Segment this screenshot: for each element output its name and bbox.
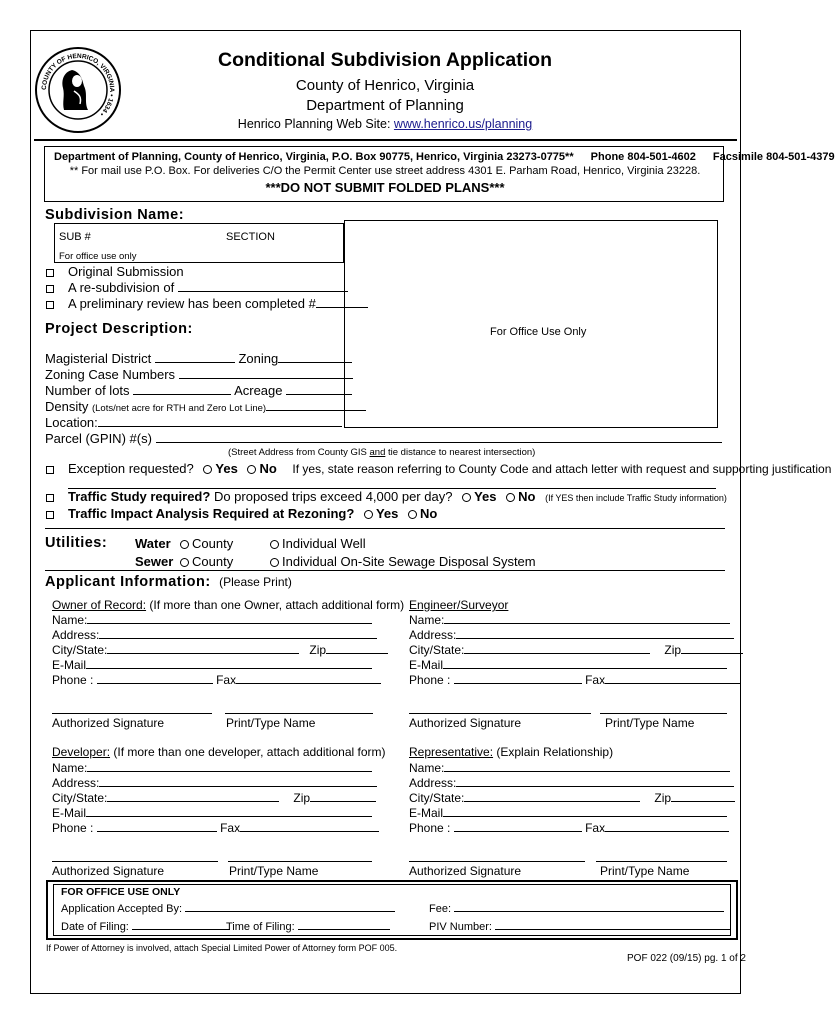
rep-sig-line[interactable] bbox=[409, 861, 585, 862]
zoning-cases-field[interactable] bbox=[179, 367, 353, 379]
option-prelim bbox=[46, 296, 368, 311]
engineer-sig-line[interactable] bbox=[409, 713, 591, 714]
rep-title bbox=[409, 745, 613, 759]
developer-email-field[interactable] bbox=[86, 805, 372, 817]
developer-print-line[interactable] bbox=[228, 861, 372, 862]
office-use-note: For office use only bbox=[59, 251, 137, 262]
rep-phone-row bbox=[409, 820, 729, 835]
owner-fax-field[interactable] bbox=[236, 672, 381, 684]
lots-row bbox=[45, 383, 352, 398]
please-print: (Please Print) bbox=[219, 575, 292, 589]
radio-exception-no[interactable] bbox=[247, 465, 256, 474]
section-label: SECTION bbox=[226, 231, 275, 243]
rep-city-field[interactable] bbox=[464, 790, 640, 802]
developer-note: (If more than one developer, attach additional form) bbox=[110, 745, 386, 759]
developer-fax-label: Fax bbox=[220, 821, 241, 835]
time-filing-row bbox=[226, 918, 390, 933]
rep-print-label: Print/Type Name bbox=[600, 864, 690, 878]
engineer-address-field[interactable] bbox=[456, 627, 734, 639]
well-option bbox=[264, 536, 366, 551]
option-resub bbox=[46, 280, 348, 295]
density-label: Density bbox=[45, 399, 89, 414]
accepted-row bbox=[61, 900, 395, 915]
street-note bbox=[228, 447, 535, 458]
rep-address-row bbox=[409, 775, 734, 790]
rep-fax-label: Fax bbox=[585, 821, 606, 835]
developer-print-label: Print/Type Name bbox=[229, 864, 319, 878]
option-original-label: Original Submission bbox=[68, 264, 184, 279]
checkbox-traffic[interactable] bbox=[46, 494, 54, 502]
county-name: County of Henrico, Virginia bbox=[295, 77, 475, 94]
option-resub-label: A re-subdivision of bbox=[68, 280, 175, 295]
date-filing-label: Date of Filing: bbox=[61, 921, 129, 933]
tia-row bbox=[46, 506, 437, 521]
applicant-heading: Applicant Information bbox=[45, 574, 206, 590]
tia-no-label: No bbox=[419, 506, 438, 521]
radio-tia-yes[interactable] bbox=[364, 510, 373, 519]
zoning-label: Zoning bbox=[238, 351, 279, 366]
rep-address-label: Address: bbox=[409, 776, 457, 790]
fee-row bbox=[429, 900, 724, 915]
engineer-fax-field[interactable] bbox=[605, 672, 740, 684]
owner-print-line[interactable] bbox=[225, 713, 373, 714]
developer-name-label: Name: bbox=[52, 761, 88, 775]
developer-zip-field[interactable] bbox=[310, 790, 376, 802]
rep-sig-label: Authorized Signature bbox=[409, 864, 522, 878]
poa-note: If Power of Attorney is involved, attach Special Limited Power of Attorney form POF 005. bbox=[46, 943, 398, 953]
street-note-and: and bbox=[369, 447, 386, 458]
location-label: Location: bbox=[45, 415, 98, 430]
developer-city-row bbox=[52, 790, 376, 805]
owner-address-field[interactable] bbox=[99, 627, 377, 639]
utilities-divider bbox=[45, 528, 725, 529]
engineer-print-label: Print/Type Name bbox=[605, 716, 695, 730]
header-divider bbox=[34, 139, 737, 141]
radio-water-county[interactable] bbox=[180, 540, 189, 549]
rep-name-field[interactable] bbox=[444, 760, 730, 772]
exception-row bbox=[46, 461, 831, 476]
magisterial-row bbox=[45, 351, 352, 366]
rep-email-row bbox=[409, 805, 727, 820]
address-text: Department of Planning, County of Henrico, Virginia, P.O. Box 90775, Henrico, Virginia 23273-0775** bbox=[54, 151, 574, 163]
sub-number-label: SUB # bbox=[59, 231, 91, 243]
piv-row bbox=[429, 918, 731, 933]
rep-email-label: E-Mail bbox=[409, 806, 444, 820]
density-row bbox=[45, 399, 366, 414]
owner-address-label: Address: bbox=[52, 628, 100, 642]
traffic-row bbox=[46, 489, 727, 504]
parcel-field[interactable] bbox=[156, 431, 722, 443]
accepted-label: Application Accepted By: bbox=[61, 903, 183, 915]
applicant-heading-row: Applicant Information: (Please Print) bbox=[45, 574, 292, 590]
date-filing-field[interactable] bbox=[132, 918, 230, 930]
owner-zip-label: Zip bbox=[309, 643, 327, 657]
parcel-label: Parcel (GPIN) #(s) bbox=[45, 431, 152, 446]
fee-label: Fee: bbox=[429, 903, 452, 915]
engineer-title: Engineer/Surveyor bbox=[409, 598, 509, 612]
acreage-label: Acreage bbox=[234, 383, 283, 398]
developer-phone-row bbox=[52, 820, 379, 835]
checkbox-original[interactable] bbox=[46, 269, 54, 277]
street-note-b: tie distance to nearest intersection) bbox=[385, 447, 536, 458]
fee-field[interactable] bbox=[454, 900, 724, 912]
developer-city-field[interactable] bbox=[107, 790, 279, 802]
rep-print-line[interactable] bbox=[596, 861, 727, 862]
tia-yes-label: Yes bbox=[375, 506, 399, 521]
developer-title bbox=[52, 745, 386, 759]
owner-email-field[interactable] bbox=[86, 657, 372, 669]
folded-plans-warning: ***DO NOT SUBMIT FOLDED PLANS*** bbox=[265, 180, 505, 195]
page-title: Conditional Subdivision Application bbox=[217, 49, 552, 71]
option-prelim-label: A preliminary review has been completed # bbox=[68, 296, 316, 311]
developer-zip-label: Zip bbox=[293, 791, 311, 805]
developer-name-field[interactable] bbox=[87, 760, 372, 772]
developer-address-row bbox=[52, 775, 377, 790]
developer-email-label: E-Mail bbox=[52, 806, 87, 820]
engineer-address-label: Address: bbox=[409, 628, 457, 642]
owner-name-row bbox=[52, 612, 372, 627]
traffic-label: Traffic Study required? bbox=[68, 489, 211, 504]
rep-name-row bbox=[409, 760, 730, 775]
owner-fax-label: Fax bbox=[216, 673, 237, 687]
checkbox-tia[interactable] bbox=[46, 511, 54, 519]
owner-address-row bbox=[52, 627, 377, 642]
owner-city-label: City/State: bbox=[52, 643, 108, 657]
engineer-name-label: Name: bbox=[409, 613, 445, 627]
office-use-label: For Office Use Only bbox=[490, 326, 587, 338]
owner-title-label: Owner of Record: bbox=[52, 598, 147, 612]
checkbox-exception[interactable] bbox=[46, 466, 54, 474]
rep-phone-label: Phone : bbox=[409, 821, 451, 835]
radio-septic[interactable] bbox=[270, 558, 279, 567]
zoning-cases-row bbox=[45, 367, 353, 382]
traffic-note: (If YES then include Traffic Study information) bbox=[545, 493, 727, 503]
owner-city-row bbox=[52, 642, 388, 657]
owner-sig-label: Authorized Signature bbox=[52, 716, 165, 730]
water-county-option bbox=[174, 536, 233, 551]
website-link[interactable]: www.henrico.us/planning bbox=[393, 117, 533, 131]
septic-label: Individual On-Site Sewage Disposal System bbox=[282, 554, 536, 569]
piv-label: PIV Number: bbox=[429, 921, 492, 933]
applicant-divider bbox=[45, 570, 725, 571]
owner-phone-label: Phone : bbox=[52, 673, 94, 687]
acreage-field[interactable] bbox=[286, 383, 352, 395]
website-label: Henrico Planning Web Site: bbox=[237, 117, 391, 131]
exception-yes-label: Yes bbox=[215, 461, 238, 476]
zoning-field[interactable] bbox=[278, 351, 352, 363]
location-field[interactable] bbox=[98, 415, 342, 427]
owner-title bbox=[52, 598, 404, 612]
developer-phone-label: Phone : bbox=[52, 821, 94, 835]
well-label: Individual Well bbox=[282, 536, 366, 551]
owner-name-field[interactable] bbox=[87, 612, 372, 624]
lots-label: Number of lots bbox=[45, 383, 130, 398]
office-heading: FOR OFFICE USE ONLY bbox=[61, 886, 181, 898]
developer-address-field[interactable] bbox=[99, 775, 377, 787]
svg-text:COUNTY OF HENRICO, VIRGINIA •: COUNTY OF HENRICO, VIRGINIA • 1634 • bbox=[40, 52, 116, 118]
time-filing-label: Time of Filing: bbox=[226, 921, 295, 933]
density-note: (Lots/net acre for RTH and Zero Lot Line) bbox=[91, 403, 267, 414]
website-line bbox=[0, 117, 770, 131]
utilities-heading: Utilities: bbox=[45, 535, 108, 551]
rep-zip-field[interactable] bbox=[671, 790, 735, 802]
sewer-label: Sewer bbox=[135, 554, 174, 569]
street-note-a: (Street Address from County GIS bbox=[228, 447, 370, 458]
owner-email-row bbox=[52, 657, 372, 672]
sewer-county-label: County bbox=[192, 554, 234, 569]
radio-well[interactable] bbox=[270, 540, 279, 549]
owner-sig-line[interactable] bbox=[52, 713, 212, 714]
engineer-zip-label: Zip bbox=[664, 643, 682, 657]
subdivision-heading: Subdivision Name: bbox=[45, 207, 185, 223]
piv-field[interactable] bbox=[495, 918, 731, 930]
engineer-sig-label: Authorized Signature bbox=[409, 716, 522, 730]
rep-fax-field[interactable] bbox=[605, 820, 729, 832]
engineer-phone-field[interactable] bbox=[454, 672, 582, 684]
prelim-field[interactable] bbox=[316, 296, 368, 308]
exception-label: Exception requested? bbox=[68, 461, 194, 476]
engineer-phone-label: Phone : bbox=[409, 673, 451, 687]
owner-print-label: Print/Type Name bbox=[226, 716, 316, 730]
fax-number: Facsimile 804-501-4379 bbox=[712, 151, 835, 163]
developer-address-label: Address: bbox=[52, 776, 100, 790]
water-county-label: County bbox=[192, 536, 234, 551]
traffic-yes-label: Yes bbox=[474, 489, 497, 504]
owner-name-label: Name: bbox=[52, 613, 88, 627]
owner-email-label: E-Mail bbox=[52, 658, 87, 672]
checkbox-prelim[interactable] bbox=[46, 301, 54, 309]
rep-city-label: City/State: bbox=[409, 791, 465, 805]
engineer-email-label: E-Mail bbox=[409, 658, 444, 672]
owner-note: (If more than one Owner, attach additional form) bbox=[146, 598, 405, 612]
rep-note: (Explain Relationship) bbox=[493, 745, 614, 759]
rep-name-label: Name: bbox=[409, 761, 445, 775]
department-name: Department of Planning bbox=[306, 97, 464, 114]
engineer-city-field[interactable] bbox=[464, 642, 650, 654]
radio-tia-no[interactable] bbox=[408, 510, 417, 519]
engineer-name-field[interactable] bbox=[444, 612, 730, 624]
density-field[interactable] bbox=[266, 399, 366, 411]
exception-note: If yes, state reason referring to County Code and attach letter with request and supporting justification bbox=[292, 462, 832, 476]
date-filing-row bbox=[61, 918, 230, 933]
owner-phone-field[interactable] bbox=[97, 672, 213, 684]
rep-email-field[interactable] bbox=[443, 805, 727, 817]
exception-no-label: No bbox=[259, 461, 277, 476]
developer-city-label: City/State: bbox=[52, 791, 108, 805]
form-id: POF 022 (09/15) pg. 1 of 2 bbox=[627, 953, 746, 964]
parcel-row bbox=[45, 431, 722, 446]
engineer-email-field[interactable] bbox=[443, 657, 727, 669]
radio-exception-yes[interactable] bbox=[203, 465, 212, 474]
engineer-fax-label: Fax bbox=[585, 673, 606, 687]
developer-email-row bbox=[52, 805, 372, 820]
option-original bbox=[46, 264, 184, 279]
time-filing-field[interactable] bbox=[298, 918, 390, 930]
engineer-city-label: City/State: bbox=[409, 643, 465, 657]
rep-title-label: Representative: bbox=[409, 745, 494, 759]
radio-traffic-no[interactable] bbox=[506, 493, 515, 502]
office-use-box bbox=[344, 220, 718, 428]
phone-number: Phone 804-501-4602 bbox=[590, 151, 696, 163]
radio-traffic-yes[interactable] bbox=[462, 493, 471, 502]
engineer-address-row bbox=[409, 627, 734, 642]
developer-title-label: Developer: bbox=[52, 745, 111, 759]
address-line-2: ** For mail use P.O. Box. For deliveries C/O the Permit Center use street address 4301 E. Parham Road, Henrico, Virginia 23228. bbox=[69, 165, 701, 177]
engineer-print-line[interactable] bbox=[600, 713, 727, 714]
magisterial-field[interactable] bbox=[155, 351, 235, 363]
developer-phone-field[interactable] bbox=[97, 820, 217, 832]
owner-zip-field[interactable] bbox=[326, 642, 388, 654]
radio-sewer-county[interactable] bbox=[180, 558, 189, 567]
rep-phone-field[interactable] bbox=[454, 820, 582, 832]
engineer-name-row bbox=[409, 612, 730, 627]
owner-city-field[interactable] bbox=[107, 642, 299, 654]
engineer-email-row bbox=[409, 657, 727, 672]
sewer-county-option bbox=[174, 554, 233, 569]
project-heading: Project Description: bbox=[45, 321, 193, 337]
traffic-no-label: No bbox=[518, 489, 536, 504]
traffic-trips-label: Do proposed trips exceed 4,000 per day? bbox=[213, 489, 453, 504]
accepted-field[interactable] bbox=[185, 900, 395, 912]
zoning-cases-label: Zoning Case Numbers bbox=[45, 367, 176, 382]
lots-field[interactable] bbox=[133, 383, 231, 395]
engineer-zip-field[interactable] bbox=[681, 642, 743, 654]
engineer-city-row bbox=[409, 642, 743, 657]
location-row bbox=[45, 415, 342, 430]
engineer-phone-row bbox=[409, 672, 740, 687]
water-label: Water bbox=[135, 536, 171, 551]
resub-field[interactable] bbox=[178, 280, 348, 292]
rep-zip-label: Zip bbox=[654, 791, 672, 805]
checkbox-resub[interactable] bbox=[46, 285, 54, 293]
developer-sig-label: Authorized Signature bbox=[52, 864, 165, 878]
septic-option bbox=[264, 554, 536, 569]
rep-address-field[interactable] bbox=[456, 775, 734, 787]
developer-sig-line[interactable] bbox=[52, 861, 218, 862]
developer-name-row bbox=[52, 760, 372, 775]
owner-phone-row bbox=[52, 672, 381, 687]
rep-city-row bbox=[409, 790, 735, 805]
developer-fax-field[interactable] bbox=[240, 820, 379, 832]
magisterial-label: Magisterial District bbox=[45, 351, 152, 366]
address-line-1 bbox=[54, 151, 835, 163]
tia-label: Traffic Impact Analysis Required at Rezoning? bbox=[68, 506, 355, 521]
